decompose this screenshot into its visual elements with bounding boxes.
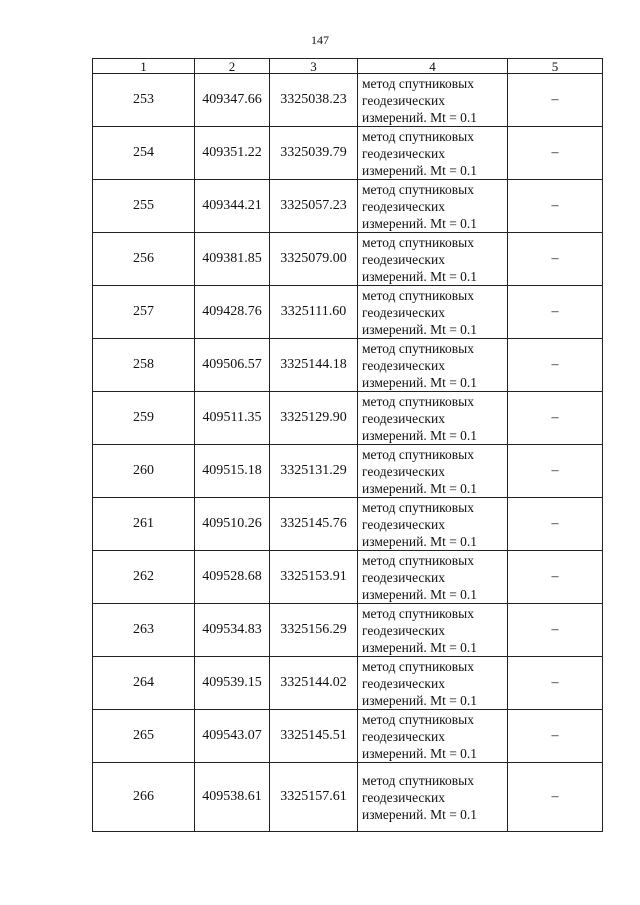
method-line: геодезических [362, 304, 445, 320]
note-cell: – [508, 74, 603, 127]
method-cell [358, 657, 508, 710]
method-line: геодезических [362, 463, 445, 479]
table-row [93, 445, 603, 498]
method-line: метод спутниковых [362, 658, 474, 674]
method-line: геодезических [362, 569, 445, 585]
method-line: измерений. Mt = 0.1 [362, 533, 478, 549]
point-number-cell: 258 [93, 339, 195, 392]
note-cell: – [508, 551, 603, 604]
y-coordinate-cell: 3325129.90 [270, 392, 358, 445]
method-line: метод спутниковых [362, 340, 474, 356]
point-number-cell: 266 [93, 763, 195, 832]
method-line: геодезических [362, 198, 445, 214]
method-line: измерений. Mt = 0.1 [362, 162, 478, 178]
table-row [93, 180, 603, 233]
x-coordinate-cell: 409534.83 [195, 604, 270, 657]
x-coordinate-cell: 409351.22 [195, 127, 270, 180]
y-coordinate-cell: 3325157.61 [270, 763, 358, 832]
method-line: геодезических [362, 728, 445, 744]
table-row [93, 339, 603, 392]
y-coordinate-cell: 3325111.60 [270, 286, 358, 339]
method-line: метод спутниковых [362, 393, 474, 409]
x-coordinate-cell: 409381.85 [195, 233, 270, 286]
y-coordinate-cell: 3325156.29 [270, 604, 358, 657]
method-cell [358, 498, 508, 551]
point-number-cell: 262 [93, 551, 195, 604]
x-coordinate-cell: 409506.57 [195, 339, 270, 392]
note-cell: – [508, 127, 603, 180]
page-number: 147 [311, 33, 329, 47]
method-line: геодезических [362, 622, 445, 638]
y-coordinate-cell: 3325039.79 [270, 127, 358, 180]
y-coordinate-cell: 3325153.91 [270, 551, 358, 604]
note-cell: – [508, 604, 603, 657]
y-coordinate-cell: 3325131.29 [270, 445, 358, 498]
y-coordinate-cell: 3325144.02 [270, 657, 358, 710]
method-line: геодезических [362, 516, 445, 532]
method-line: геодезических [362, 92, 445, 108]
x-coordinate-cell: 409538.61 [195, 763, 270, 832]
method-line: метод спутниковых [362, 772, 474, 788]
point-number-cell: 264 [93, 657, 195, 710]
method-line: метод спутниковых [362, 711, 474, 727]
method-cell [358, 339, 508, 392]
header-col-1: 1 [93, 59, 195, 74]
note-cell: – [508, 763, 603, 832]
note-cell: – [508, 498, 603, 551]
table-row [93, 498, 603, 551]
method-cell [358, 180, 508, 233]
y-coordinate-cell: 3325038.23 [270, 74, 358, 127]
method-line: измерений. Mt = 0.1 [362, 745, 478, 761]
method-line: метод спутниковых [362, 605, 474, 621]
note-cell: – [508, 286, 603, 339]
table-row [93, 127, 603, 180]
point-number-cell: 256 [93, 233, 195, 286]
method-cell [358, 604, 508, 657]
x-coordinate-cell: 409347.66 [195, 74, 270, 127]
y-coordinate-cell: 3325057.23 [270, 180, 358, 233]
method-cell [358, 233, 508, 286]
table-row [93, 286, 603, 339]
point-number-cell: 263 [93, 604, 195, 657]
method-cell [358, 392, 508, 445]
note-cell: – [508, 657, 603, 710]
note-cell: – [508, 180, 603, 233]
header-col-3: 3 [270, 59, 358, 74]
method-line: геодезических [362, 251, 445, 267]
header-col-2: 2 [195, 59, 270, 74]
method-cell [358, 763, 508, 832]
note-cell: – [508, 233, 603, 286]
method-line: геодезических [362, 675, 445, 691]
method-line: метод спутниковых [362, 287, 474, 303]
point-number-cell: 261 [93, 498, 195, 551]
table-row [93, 551, 603, 604]
x-coordinate-cell: 409528.68 [195, 551, 270, 604]
y-coordinate-cell: 3325145.76 [270, 498, 358, 551]
point-number-cell: 255 [93, 180, 195, 233]
method-line: метод спутниковых [362, 181, 474, 197]
table-row [93, 604, 603, 657]
coordinates-table [92, 58, 603, 832]
method-cell [358, 286, 508, 339]
method-line: измерений. Mt = 0.1 [362, 692, 478, 708]
method-line: измерений. Mt = 0.1 [362, 480, 478, 496]
method-line: геодезических [362, 357, 445, 373]
method-line: геодезических [362, 410, 445, 426]
method-cell [358, 127, 508, 180]
y-coordinate-cell: 3325144.18 [270, 339, 358, 392]
method-cell [358, 551, 508, 604]
x-coordinate-cell: 409511.35 [195, 392, 270, 445]
table-row [93, 392, 603, 445]
method-line: геодезических [362, 789, 445, 805]
method-line: измерений. Mt = 0.1 [362, 268, 478, 284]
note-cell: – [508, 710, 603, 763]
method-cell [358, 445, 508, 498]
point-number-cell: 253 [93, 74, 195, 127]
table-row [93, 710, 603, 763]
point-number-cell: 259 [93, 392, 195, 445]
table-row [93, 74, 603, 127]
note-cell: – [508, 392, 603, 445]
method-line: измерений. Mt = 0.1 [362, 215, 478, 231]
x-coordinate-cell: 409510.26 [195, 498, 270, 551]
method-line: измерений. Mt = 0.1 [362, 374, 478, 390]
x-coordinate-cell: 409539.15 [195, 657, 270, 710]
point-number-cell: 260 [93, 445, 195, 498]
table-body [93, 74, 603, 832]
method-line: метод спутниковых [362, 75, 474, 91]
table-row [93, 233, 603, 286]
method-line: метод спутниковых [362, 499, 474, 515]
note-cell: – [508, 445, 603, 498]
table-header [93, 59, 603, 74]
note-cell: – [508, 339, 603, 392]
method-line: измерений. Mt = 0.1 [362, 806, 478, 822]
method-line: измерений. Mt = 0.1 [362, 586, 478, 602]
method-line: измерений. Mt = 0.1 [362, 321, 478, 337]
header-row [93, 59, 603, 74]
header-col-4: 4 [358, 59, 508, 74]
method-line: измерений. Mt = 0.1 [362, 639, 478, 655]
x-coordinate-cell: 409428.76 [195, 286, 270, 339]
point-number-cell: 254 [93, 127, 195, 180]
y-coordinate-cell: 3325079.00 [270, 233, 358, 286]
method-line: измерений. Mt = 0.1 [362, 109, 478, 125]
header-col-5: 5 [508, 59, 603, 74]
method-line: геодезических [362, 145, 445, 161]
method-line: измерений. Mt = 0.1 [362, 427, 478, 443]
table-row [93, 657, 603, 710]
method-line: метод спутниковых [362, 234, 474, 250]
point-number-cell: 265 [93, 710, 195, 763]
method-line: метод спутниковых [362, 552, 474, 568]
y-coordinate-cell: 3325145.51 [270, 710, 358, 763]
table-row [93, 763, 603, 832]
method-cell [358, 710, 508, 763]
method-line: метод спутниковых [362, 128, 474, 144]
x-coordinate-cell: 409515.18 [195, 445, 270, 498]
x-coordinate-cell: 409344.21 [195, 180, 270, 233]
point-number-cell: 257 [93, 286, 195, 339]
x-coordinate-cell: 409543.07 [195, 710, 270, 763]
method-cell [358, 74, 508, 127]
method-line: метод спутниковых [362, 446, 474, 462]
